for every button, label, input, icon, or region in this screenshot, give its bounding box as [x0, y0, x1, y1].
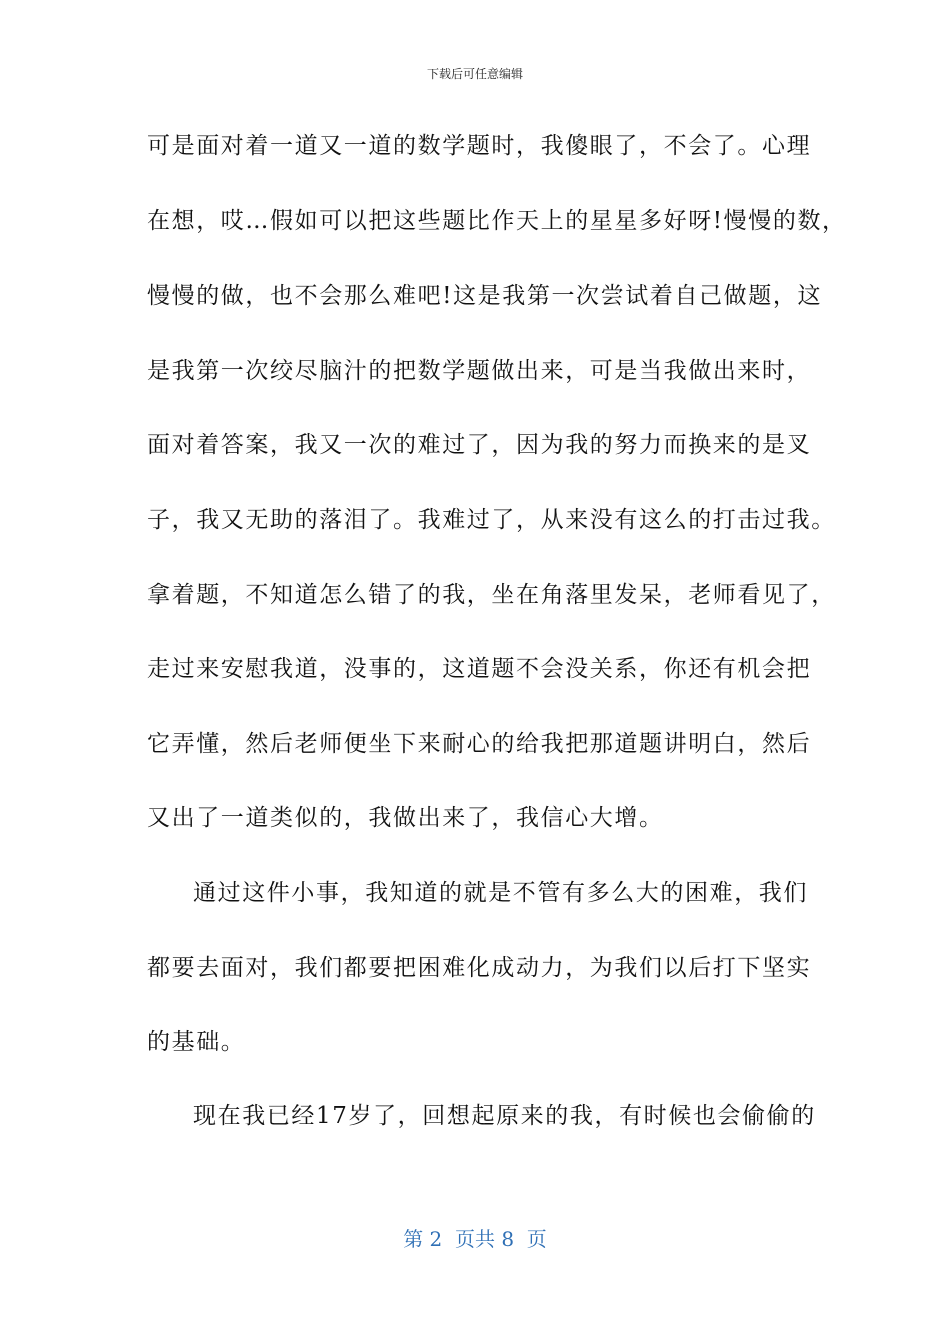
- paragraph-first-line: 现在我已经17岁了，回想起原来的我，有时候也会偷偷的: [193, 1103, 816, 1129]
- text-line: 可是面对着一道又一道的数学题时，我傻眼了，不会了。心理: [147, 133, 812, 159]
- text-line: 面对着答案，我又一次的难过了，因为我的努力而换来的是叉: [147, 432, 812, 458]
- page-number-footer: 第 2 页共 8 页: [403, 1227, 547, 1251]
- text-line: 又出了一道类似的，我做出来了，我信心大增。: [147, 805, 664, 831]
- text-line: 慢慢的做，也不会那么难吧!这是我第一次尝试着自己做题，这: [147, 283, 823, 309]
- page-header: 下载后可任意编辑: [426, 67, 523, 81]
- text-line: 在想，哎…假如可以把这些题比作天上的星星多好呀!慢慢的数，: [147, 208, 847, 234]
- text-line: 子，我又无助的落泪了。我难过了，从来没有这么的打击过我。: [147, 507, 836, 533]
- text-line: 走过来安慰我道，没事的，这道题不会没关系，你还有机会把: [147, 656, 812, 682]
- text-line: 都要去面对，我们都要把困难化成动力，为我们以后打下坚实: [147, 955, 812, 981]
- text-line: 它弄懂，然后老师便坐下来耐心的给我把那道题讲明白，然后: [147, 731, 812, 757]
- text-line: 的基础。: [147, 1029, 246, 1055]
- paragraph-first-line: 通过这件小事，我知道的就是不管有多么大的困难，我们: [193, 880, 808, 906]
- text-line: 拿着题，不知道怎么错了的我，坐在角落里发呆，老师看见了，: [147, 582, 836, 608]
- text-line: 是我第一次绞尽脑汁的把数学题做出来，可是当我做出来时，: [147, 358, 812, 384]
